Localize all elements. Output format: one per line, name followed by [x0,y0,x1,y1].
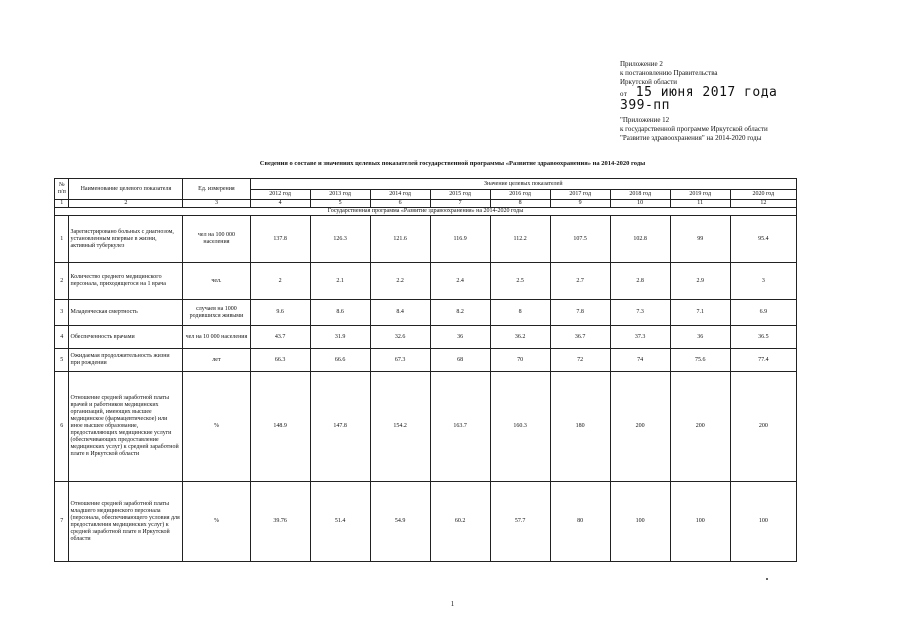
indicator-value: 100 [670,482,730,562]
indicator-value: 112.2 [490,216,550,263]
indicator-value: 100 [610,482,670,562]
indicator-value: 2.4 [430,263,490,300]
indicator-value: 107.5 [550,216,610,263]
indicator-value: 137.8 [250,216,310,263]
column-index: 6 [370,200,430,208]
indicators-table [54,178,797,562]
column-index: 11 [670,200,730,208]
indicator-name: Отношение средней заработной платы врачей и работников медицинских организаций, имеющих высшее медицинское (фармацевтическое) или иное высшее образование, предоставляющих медицинские услуги (обеспечивающих предоставление медицинских услуг) к средней заработной плате в Иркутской области [69,372,183,482]
indicator-value: 2.9 [670,263,730,300]
table-row [55,372,797,482]
row-number: 2 [55,263,69,300]
header-date-prefix: от [620,90,628,98]
column-index: 9 [550,200,610,208]
table-row [55,349,797,372]
header-line: Иркутской области [620,78,678,86]
indicator-value: 39.76 [250,482,310,562]
indicator-unit: случаев на 1000 родившихся живыми [183,300,250,326]
column-index: 4 [250,200,310,208]
row-number: 4 [55,326,69,349]
row-number: 7 [55,482,69,562]
indicator-value: 7.8 [550,300,610,326]
indicator-value: 66.3 [250,349,310,372]
indicator-name: Зарегистрировано больных с диагнозом, установленным впервые в жизни, активный туберкулез [69,216,183,263]
table-row [55,326,797,349]
indicator-name: Младенческая смертность [69,300,183,326]
col-name-header: Наименование целевого показателя [69,179,183,200]
header-line: к постановлению Правительства [620,69,718,77]
indicator-value: 67.3 [370,349,430,372]
header-line: 399-пп [620,98,670,113]
column-index: 2 [69,200,183,208]
indicator-value: 36 [670,326,730,349]
indicator-value: 36.5 [730,326,796,349]
indicator-value: 7.3 [610,300,670,326]
indicator-value: 32.6 [370,326,430,349]
column-index: 3 [183,200,250,208]
table-row [55,263,797,300]
indicator-value: 200 [730,372,796,482]
indicator-value: 72 [550,349,610,372]
indicator-value: 70 [490,349,550,372]
year-header: 2016 год [490,190,550,200]
indicator-value: 36.2 [490,326,550,349]
table-row [55,482,797,562]
indicator-value: 102.8 [610,216,670,263]
indicator-name: Отношение средней заработной платы младшего медицинского персонала (персонала, обеспечивающего условия для предоставления медицинских услуг) к средней заработной плате в Иркутской области [69,482,183,562]
indicator-value: 36 [430,326,490,349]
indicator-value: 121.6 [370,216,430,263]
indicator-value: 147.8 [310,372,370,482]
indicator-name: Ожидаемая продолжительность жизни при рождении [69,349,183,372]
indicator-value: 99 [670,216,730,263]
indicator-value: 2.8 [610,263,670,300]
indicator-value: 75.6 [670,349,730,372]
indicator-unit: чел на 10 000 населения [183,326,250,349]
scan-dot [766,578,768,580]
indicator-value: 7.1 [670,300,730,326]
indicator-value: 8.4 [370,300,430,326]
indicator-value: 31.9 [310,326,370,349]
indicator-value: 163.7 [430,372,490,482]
column-index: 12 [730,200,796,208]
year-header: 2017 год [550,190,610,200]
indicator-value: 51.4 [310,482,370,562]
column-index: 5 [310,200,370,208]
header-line: Приложение 2 [620,60,663,68]
indicator-value: 60.2 [430,482,490,562]
indicator-value: 77.4 [730,349,796,372]
year-header: 2013 год [310,190,370,200]
document-header [620,60,890,143]
indicator-value: 8.6 [310,300,370,326]
indicator-name: Количество среднего медицинского персонала, приходящегося на 1 врача [69,263,183,300]
indicator-value: 54.9 [370,482,430,562]
indicator-value: 8.2 [430,300,490,326]
header-line: "Развитие здравоохранения" на 2014-2020 годы [620,134,762,142]
values-group-header: Значение целевых показателей [250,179,796,190]
indicator-value: 2.5 [490,263,550,300]
column-index: 1 [55,200,69,208]
indicator-value: 43.7 [250,326,310,349]
indicator-value: 200 [670,372,730,482]
indicator-value: 2 [250,263,310,300]
indicator-value: 66.6 [310,349,370,372]
year-header: 2015 год [430,190,490,200]
indicator-value: 154.2 [370,372,430,482]
indicator-value: 100 [730,482,796,562]
indicator-value: 57.7 [490,482,550,562]
indicator-value: 80 [550,482,610,562]
table-row [55,300,797,326]
indicator-value: 2.1 [310,263,370,300]
indicator-value: 180 [550,372,610,482]
header-line: "Приложение 12 [620,116,670,124]
indicator-value: 74 [610,349,670,372]
indicator-value: 2.7 [550,263,610,300]
year-header: 2014 год [370,190,430,200]
page-number: 1 [450,600,455,608]
indicator-unit: % [183,482,250,562]
indicator-value: 6.9 [730,300,796,326]
column-index: 10 [610,200,670,208]
indicator-value: 68 [430,349,490,372]
indicator-value: 2.2 [370,263,430,300]
indicator-unit: чел. [183,263,250,300]
indicator-unit: лет [183,349,250,372]
header-date-handwritten: 15 июня 2017 года [635,85,778,100]
col-num-header: № п/п [55,179,69,200]
row-number: 6 [55,372,69,482]
indicator-name: Обеспеченность врачами [69,326,183,349]
indicator-value: 36.7 [550,326,610,349]
year-header: 2019 год [670,190,730,200]
year-header: 2012 год [250,190,310,200]
header-line: к государственной программе Иркутской области [620,125,768,133]
year-header: 2018 год [610,190,670,200]
indicator-value: 3 [730,263,796,300]
row-number: 3 [55,300,69,326]
program-row: Государственная программа «Развитие здравоохранения» на 2014-2020 годы [55,208,797,216]
indicator-unit: чел на 100 000 населения [183,216,250,263]
indicator-value: 160.3 [490,372,550,482]
indicator-value: 9.6 [250,300,310,326]
indicator-value: 126.3 [310,216,370,263]
indicator-value: 8 [490,300,550,326]
table-row [55,216,797,263]
row-number: 5 [55,349,69,372]
column-index: 8 [490,200,550,208]
indicator-unit: % [183,372,250,482]
indicator-value: 116.9 [430,216,490,263]
year-header: 2020 год [730,190,796,200]
indicator-value: 95.4 [730,216,796,263]
indicator-value: 148.9 [250,372,310,482]
indicator-value: 37.3 [610,326,670,349]
row-number: 1 [55,216,69,263]
indicator-value: 200 [610,372,670,482]
document-title: Сведения о составе и значениях целевых показателей государственной программы «Развитие здравоохранения» на 2014-2020 годы [259,160,646,167]
column-index: 7 [430,200,490,208]
col-unit-header: Ед. измерения [183,179,250,200]
